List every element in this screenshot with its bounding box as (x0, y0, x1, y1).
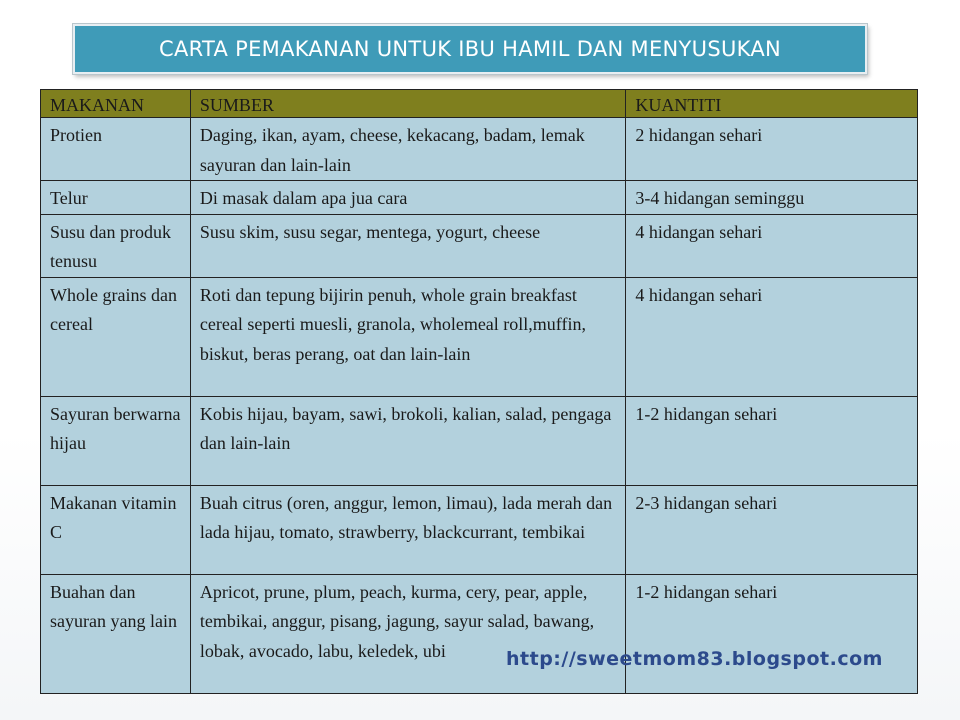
cell-makanan: Makanan vitamin C (41, 485, 191, 574)
cell-kuantiti: 1-2 hidangan sehari (626, 574, 918, 693)
blog-url-watermark: http://sweetmom83.blogspot.com (506, 648, 883, 670)
cell-sumber: Susu skim, susu segar, mentega, yogurt, cheese (190, 214, 625, 277)
cell-sumber: Roti dan tepung bijirin penuh, whole grain breakfast cereal seperti muesli, granola, wholemeal roll,muffin, biskut, beras perang, oat dan lain-lain (190, 277, 625, 396)
cell-makanan: Buahan dan sayuran yang lain (41, 574, 191, 693)
table-row (41, 118, 918, 181)
table-row (41, 214, 918, 277)
cell-makanan: Susu dan produk tenusu (41, 214, 191, 277)
cell-makanan: Whole grains dan cereal (41, 277, 191, 396)
cell-kuantiti: 4 hidangan sehari (626, 214, 918, 277)
table-header-row (41, 90, 918, 118)
header-sumber: SUMBER (190, 90, 625, 118)
header-kuantiti: KUANTITI (626, 90, 918, 118)
header-makanan: MAKANAN (41, 90, 191, 118)
cell-kuantiti: 2 hidangan sehari (626, 118, 918, 181)
nutrition-table (40, 89, 918, 694)
table-row (41, 485, 918, 574)
cell-sumber: Buah citrus (oren, anggur, lemon, limau), lada merah dan lada hijau, tomato, strawberry, blackcurrant, tembikai (190, 485, 625, 574)
cell-makanan: Telur (41, 181, 191, 215)
cell-makanan: Sayuran berwarna hijau (41, 396, 191, 485)
cell-kuantiti: 1-2 hidangan sehari (626, 396, 918, 485)
cell-sumber: Kobis hijau, bayam, sawi, brokoli, kalian, salad, pengaga dan lain-lain (190, 396, 625, 485)
cell-kuantiti: 2-3 hidangan sehari (626, 485, 918, 574)
cell-sumber: Di masak dalam apa jua cara (190, 181, 625, 215)
cell-kuantiti: 3-4 hidangan seminggu (626, 181, 918, 215)
table-row (41, 277, 918, 396)
table-row (41, 574, 918, 693)
cell-makanan: Protien (41, 118, 191, 181)
table-row (41, 181, 918, 215)
cell-sumber: Apricot, prune, plum, peach, kurma, cery, pear, apple, tembikai, anggur, pisang, jagung, sayur salad, bawang, lobak, avocado, labu, keledek, ubi (190, 574, 625, 693)
cell-sumber: Daging, ikan, ayam, cheese, kekacang, badam, lemak sayuran dan lain-lain (190, 118, 625, 181)
cell-kuantiti: 4 hidangan sehari (626, 277, 918, 396)
page-title: CARTA PEMAKANAN UNTUK IBU HAMIL DAN MENYUSUKAN (73, 24, 867, 74)
table-row (41, 396, 918, 485)
